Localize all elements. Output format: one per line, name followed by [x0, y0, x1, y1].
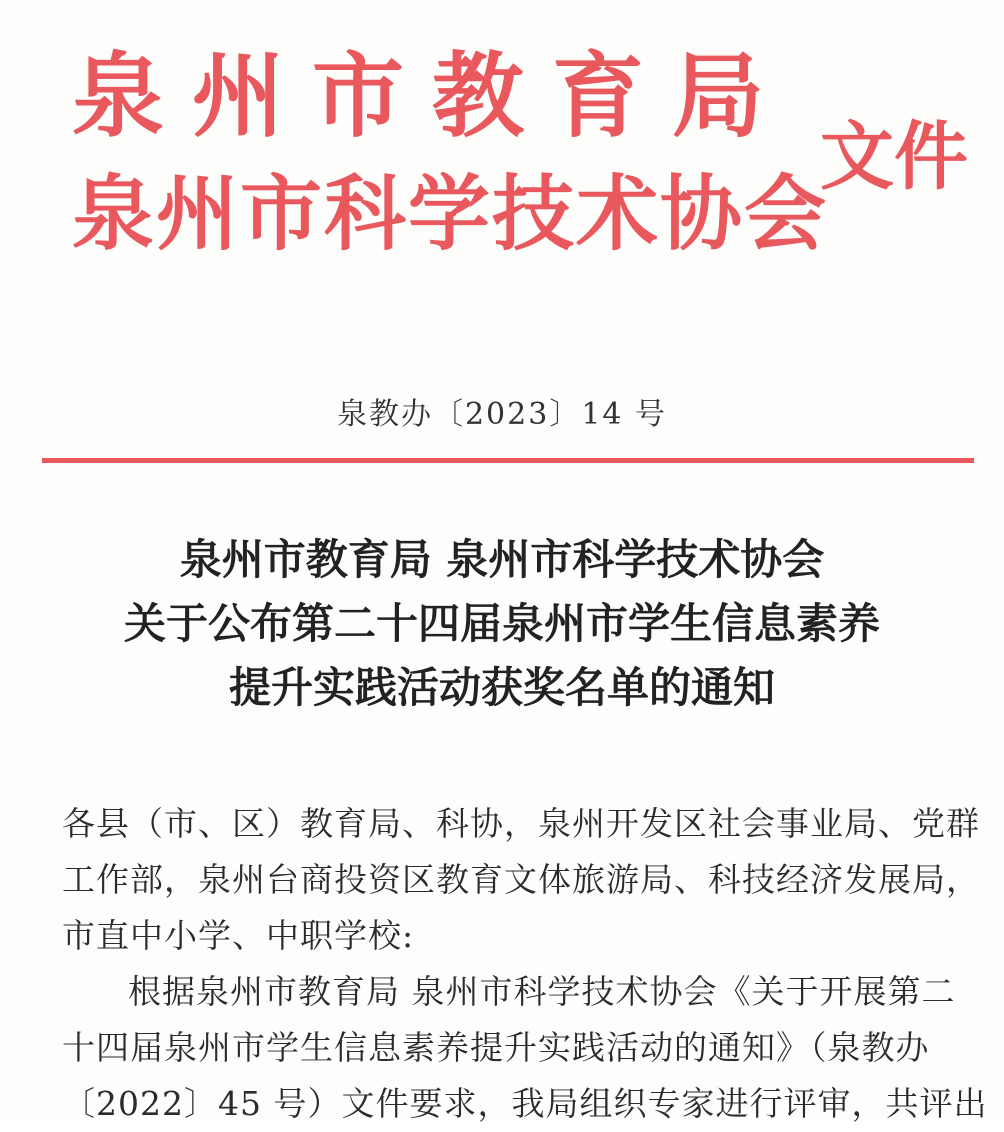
- body-line-paragraph: 〔2022〕45 号）文件要求，我局组织专家进行评审，共评出: [62, 1084, 988, 1123]
- body-line-recipients: 各县（市、区）教育局、科协，泉州开发区社会事业局、党群: [62, 804, 980, 843]
- title-line: 关于公布第二十四届泉州市学生信息素养: [123, 599, 880, 648]
- title-line: 泉州市教育局 泉州市科学技术协会: [179, 535, 825, 584]
- notice-title: [0, 528, 1004, 720]
- body-line-paragraph: 根据泉州市教育局 泉州市科学技术协会《关于开展第二: [128, 972, 956, 1011]
- body-line-paragraph: 十四届泉州市学生信息素养提升实践活动的通知》（泉教办: [62, 1028, 930, 1067]
- letterhead-document-suffix: 文件: [820, 114, 968, 200]
- title-line: 提升实践活动获奖名单的通知: [228, 663, 775, 712]
- red-divider-rule: [42, 458, 974, 463]
- body-line-recipients: 工作部，泉州台商投资区教育文体旅游局、科技经济发展局，: [62, 860, 980, 899]
- document-number: 泉教办〔2023〕14 号: [336, 397, 668, 432]
- letterhead-science-association: 泉州市科学技术协会: [72, 167, 829, 262]
- notice-body: [62, 796, 988, 1132]
- body-line-recipients: 市直中小学、中职学校:: [62, 916, 415, 955]
- letterhead-education-bureau: 泉州市教育局: [72, 43, 793, 150]
